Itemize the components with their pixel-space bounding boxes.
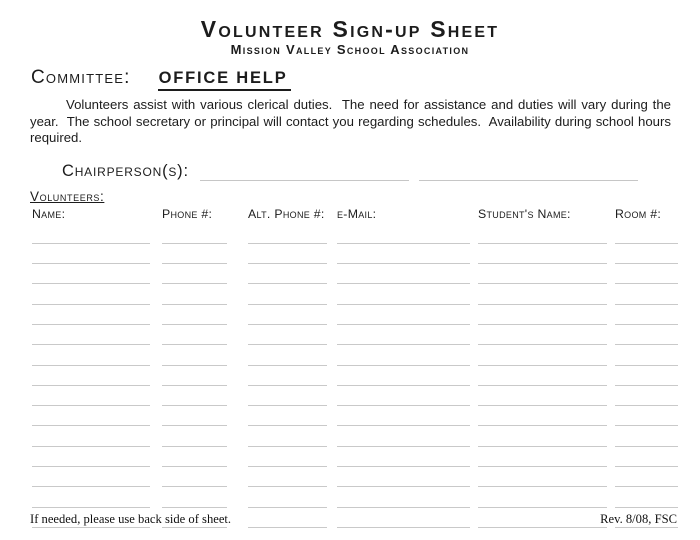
volunteers-heading-wrap: [30, 188, 700, 204]
blank-field-name: [32, 426, 150, 446]
blank-field-phone: [162, 426, 227, 446]
blank-field-student-name: [478, 244, 607, 264]
blank-field-email: [337, 467, 470, 487]
blank-field-name: [32, 244, 150, 264]
table-row: [32, 224, 678, 244]
table-row: [32, 487, 678, 507]
blank-field-room: [615, 224, 678, 244]
table-row: [32, 284, 678, 304]
blank-field-phone: [162, 366, 227, 386]
footer-note: If needed, please use back side of sheet.: [30, 512, 232, 526]
blank-field-alt-phone: [248, 386, 327, 406]
blank-field-room: [615, 467, 678, 487]
blank-field-email: [337, 345, 470, 365]
blank-field-room: [615, 284, 678, 304]
blank-field-name: [32, 325, 150, 345]
blank-field-student-name: [478, 224, 607, 244]
blank-field-room: [615, 487, 678, 507]
blank-field-alt-phone: [248, 264, 327, 284]
blank-field-alt-phone: [248, 345, 327, 365]
blank-field-phone: [162, 406, 227, 426]
chairperson-blank-line-2: [419, 165, 638, 181]
blank-field-room: [615, 426, 678, 446]
blank-field-room: [615, 345, 678, 365]
blank-field-name: [32, 345, 150, 365]
page-title: Volunteer Sign-up Sheet: [200, 16, 500, 42]
blank-field-email: [337, 305, 470, 325]
blank-field-email: [337, 366, 470, 386]
chairperson-row: [62, 160, 700, 181]
column-header-phone: Phone #:: [162, 206, 213, 221]
table-row: [32, 426, 678, 446]
blank-field-student-name: [478, 284, 607, 304]
document-header: [0, 0, 700, 58]
blank-field-name: [32, 406, 150, 426]
column-header-student-name: Student's Name:: [478, 206, 571, 221]
blank-field-phone: [162, 224, 227, 244]
table-header-row: [32, 207, 678, 224]
column-header-alt-phone: Alt. Phone #:: [248, 206, 325, 221]
blank-field-name: [32, 467, 150, 487]
blank-field-email: [337, 325, 470, 345]
organization-subtitle: Mission Valley School Association: [230, 42, 470, 57]
table-row: [32, 244, 678, 264]
table-row: [32, 325, 678, 345]
blank-field-phone: [162, 487, 227, 507]
blank-field-name: [32, 264, 150, 284]
table-row: [32, 264, 678, 284]
blank-field-name: [32, 305, 150, 325]
footer-revision: Rev. 8/08, FSC: [600, 512, 677, 526]
blank-field-phone: [162, 305, 227, 325]
committee-row: [31, 67, 700, 91]
table-row: [32, 447, 678, 467]
blank-field-room: [615, 447, 678, 467]
blank-field-name: [32, 386, 150, 406]
blank-field-phone: [162, 325, 227, 345]
blank-field-phone: [162, 264, 227, 284]
blank-field-room: [615, 406, 678, 426]
blank-field-room: [615, 325, 678, 345]
blank-field-alt-phone: [248, 447, 327, 467]
blank-field-email: [337, 264, 470, 284]
blank-field-alt-phone: [248, 325, 327, 345]
blank-field-alt-phone: [248, 406, 327, 426]
blank-field-name: [32, 366, 150, 386]
blank-field-alt-phone: [248, 284, 327, 304]
table-row: [32, 366, 678, 386]
blank-field-room: [615, 244, 678, 264]
blank-field-student-name: [478, 487, 607, 507]
blank-field-phone: [162, 284, 227, 304]
blank-field-alt-phone: [248, 224, 327, 244]
blank-field-name: [32, 487, 150, 507]
blank-field-room: [615, 264, 678, 284]
blank-field-email: [337, 224, 470, 244]
blank-field-email: [337, 487, 470, 507]
blank-field-email: [337, 426, 470, 446]
blank-field-student-name: [478, 386, 607, 406]
blank-field-alt-phone: [248, 426, 327, 446]
blank-field-phone: [162, 386, 227, 406]
blank-field-name: [32, 284, 150, 304]
chairperson-label: Chairperson(s):: [62, 161, 189, 180]
blank-field-phone: [162, 244, 227, 264]
description-paragraph: Volunteers assist with various clerical duties. The need for assistance and duties will vary during the year. The school secretary or principal will contact you regarding schedules. Availability during school hours required.: [30, 97, 675, 145]
blank-field-phone: [162, 467, 227, 487]
blank-field-student-name: [478, 426, 607, 446]
blank-field-alt-phone: [248, 487, 327, 507]
blank-field-student-name: [478, 406, 607, 426]
blank-field-name: [32, 224, 150, 244]
column-header-name: Name:: [32, 206, 66, 221]
blank-field-student-name: [478, 325, 607, 345]
blank-field-student-name: [478, 467, 607, 487]
blank-field-email: [337, 284, 470, 304]
volunteers-heading: Volunteers:: [30, 188, 105, 204]
blank-field-name: [32, 447, 150, 467]
table-row: [32, 305, 678, 325]
table-row: [32, 406, 678, 426]
blank-field-email: [337, 386, 470, 406]
blank-field-email: [337, 244, 470, 264]
blank-field-student-name: [478, 366, 607, 386]
table-row: [32, 467, 678, 487]
table-row: [32, 386, 678, 406]
blank-field-room: [615, 305, 678, 325]
blank-field-phone: [162, 447, 227, 467]
blank-field-student-name: [478, 264, 607, 284]
column-header-room: Room #:: [615, 206, 662, 221]
blank-field-student-name: [478, 447, 607, 467]
blank-field-student-name: [478, 345, 607, 365]
blank-field-room: [615, 386, 678, 406]
volunteers-table: [32, 207, 678, 528]
blank-field-alt-phone: [248, 244, 327, 264]
blank-field-alt-phone: [248, 305, 327, 325]
blank-field-alt-phone: [248, 366, 327, 386]
blank-field-room: [615, 366, 678, 386]
column-header-email: e-Mail:: [337, 206, 377, 221]
blank-field-email: [337, 406, 470, 426]
committee-label: Committee:: [31, 67, 131, 88]
chairperson-blank-line-1: [200, 165, 409, 181]
blank-field-email: [337, 447, 470, 467]
blank-field-phone: [162, 345, 227, 365]
committee-value: OFFICE HELP: [158, 69, 291, 91]
document-footer: [30, 512, 677, 527]
table-row: [32, 345, 678, 365]
blank-field-alt-phone: [248, 467, 327, 487]
table-body: [32, 224, 678, 528]
blank-field-student-name: [478, 305, 607, 325]
